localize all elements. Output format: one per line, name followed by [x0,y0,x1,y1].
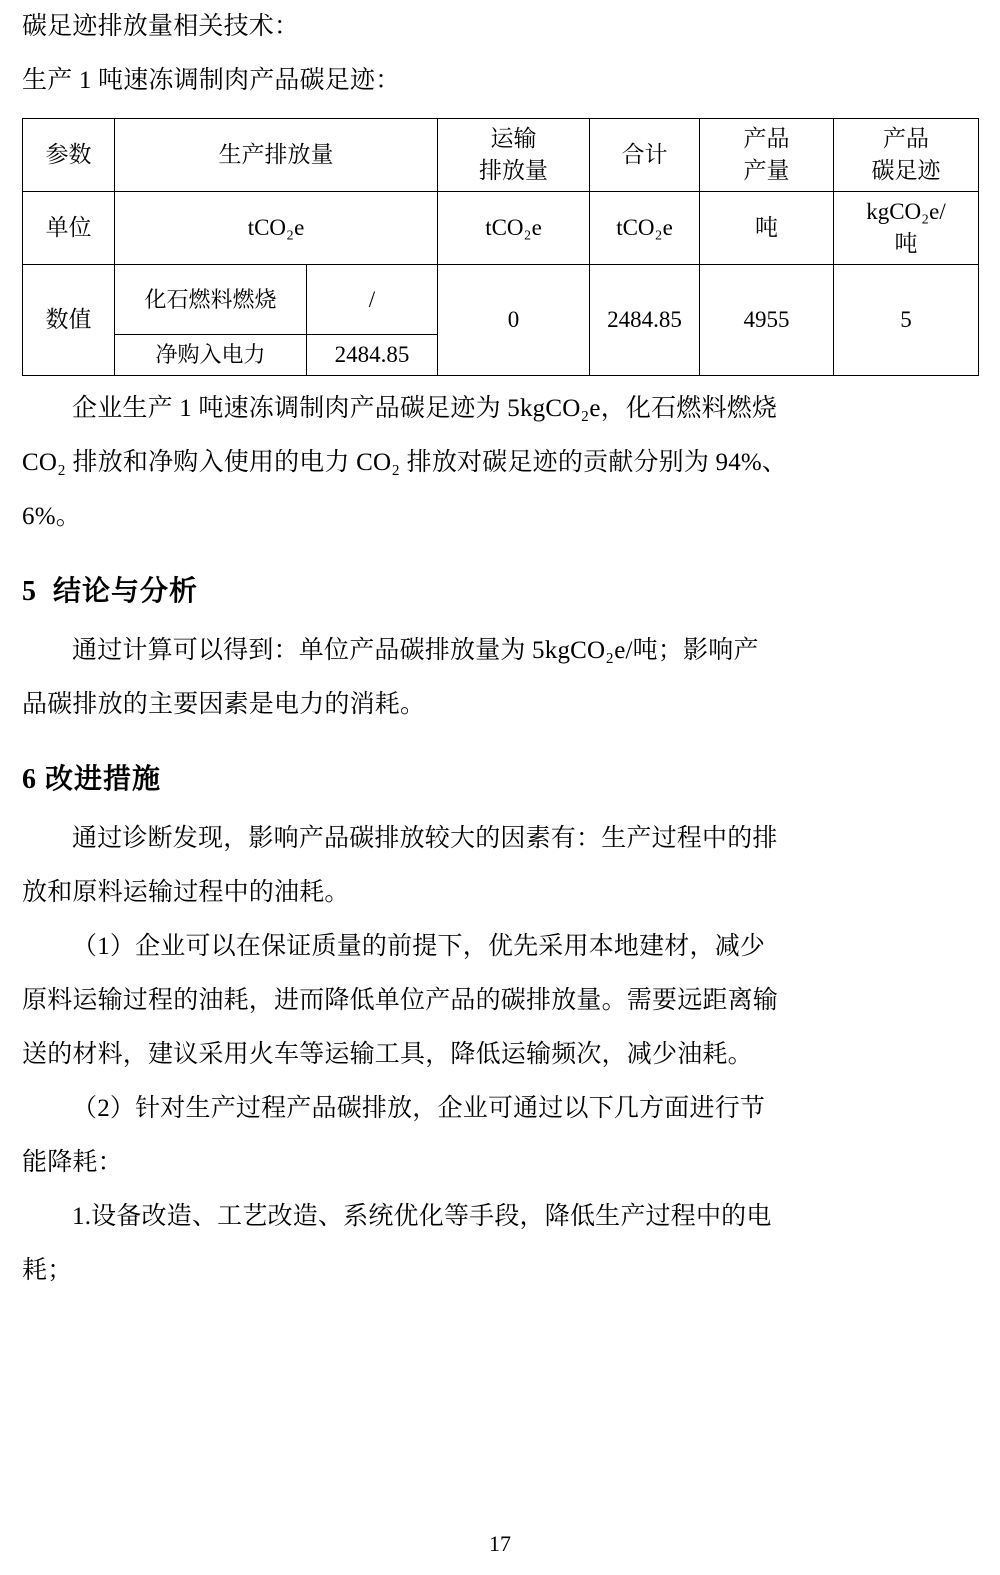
section-6-number: 6 [22,764,37,795]
value-item1-name: 化石燃料燃烧 [115,265,307,335]
section-6-item1-line2: 原料运输过程的油耗，进而降低单位产品的碳排放量。需要远距离输 [22,987,779,1014]
lead-line: 碳足迹排放量相关技术： [22,13,300,40]
section-6-heading [22,758,974,802]
table-value-row-1 [23,265,979,335]
value-label: 数值 [23,265,115,376]
table-unit-row [23,192,979,265]
header-product-footprint [834,119,979,192]
value-item2-name: 净购入电力 [115,335,307,376]
section-5-title: 结论与分析 [53,576,199,607]
section-5-heading [22,570,974,614]
header-param: 参数 [23,119,115,192]
header-output-line2: 产量 [743,158,790,183]
unit-footprint-line1: kgCO₂e/ [866,199,946,224]
header-product-output [700,119,834,192]
paragraph-after-table-line1: 企业生产 1 吨速冻调制肉产品碳足迹为 5kgCO₂e，化石燃料燃烧 [72,395,778,422]
value-transport: 0 [438,265,590,376]
unit-production: tCO₂e [115,192,438,265]
section-5-body-line1: 通过计算可以得到：单位产品碳排放量为 5kgCO₂e/吨；影响产 [72,637,759,664]
header-transport-emission [438,119,590,192]
table-caption: 生产 1 吨速冻调制肉产品碳足迹： [22,67,401,94]
table-header-row [23,119,979,192]
section-6-item2-sub1-line1: 1.设备改造、工艺改造、系统优化等手段，降低生产过程中的电 [72,1203,772,1230]
header-footprint-line1: 产品 [883,126,929,151]
value-footprint: 5 [834,265,979,376]
header-transport-line1: 运输 [490,126,537,151]
header-total: 合计 [590,119,700,192]
section-6-item2-sub1-line2: 耗； [22,1257,73,1284]
unit-total: tCO₂e [590,192,700,265]
paragraph-after-table-line3: 6%。 [22,503,81,530]
header-footprint-line2: 碳足迹 [871,158,941,183]
section-6-item1-line1: （1）企业可以在保证质量的前提下，优先采用本地建材，减少 [72,933,766,960]
value-output: 4955 [700,265,834,376]
section-6-item2-line1: （2）针对生产过程产品碳排放，企业可通过以下几方面进行节 [72,1095,766,1122]
value-total: 2484.85 [590,265,700,376]
unit-footprint [834,192,979,265]
value-item2-value: 2484.85 [307,335,438,376]
section-6-item1-line3: 送的材料，建议采用火车等运输工具，降低运输频次，减少油耗。 [22,1041,753,1068]
section-5-number: 5 [22,576,37,607]
unit-transport: tCO₂e [438,192,590,265]
unit-footprint-line2: 吨 [894,231,918,256]
section-5-body-line2: 品碳排放的主要因素是电力的消耗。 [22,691,426,718]
header-production-emission: 生产排放量 [115,119,438,192]
unit-output: 吨 [700,192,834,265]
page-number: 17 [489,1531,511,1556]
section-6-body-line2: 放和原料运输过程中的油耗。 [22,879,350,906]
header-transport-line2: 排放量 [479,158,548,183]
section-6-body-line1: 通过诊断发现，影响产品碳排放较大的因素有：生产过程中的排 [72,825,778,852]
paragraph-after-table-line2: CO₂ 排放和净购入使用的电力 CO₂ 排放对碳足迹的贡献分别为 94%、 [22,449,788,476]
carbon-footprint-table [22,118,979,376]
value-item1-value: / [307,265,438,335]
unit-label: 单位 [23,192,115,265]
section-6-item2-line2: 能降耗： [22,1149,123,1176]
section-6-title: 改进措施 [45,764,162,795]
header-output-line1: 产品 [743,126,790,151]
